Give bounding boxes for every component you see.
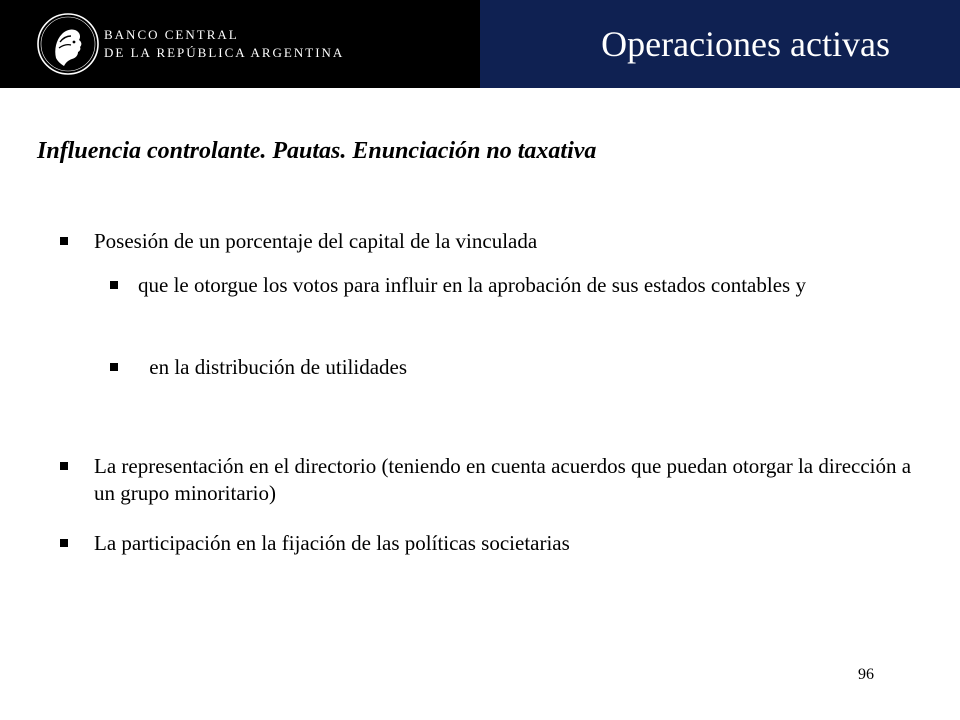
square-bullet-icon: [60, 539, 68, 547]
square-bullet-icon: [60, 237, 68, 245]
bullet-text: Posesión de un porcentaje del capital de la vinculada: [94, 229, 538, 253]
slide-header: [0, 0, 960, 88]
section-title: Operaciones activas: [601, 24, 890, 64]
org-name-line1: BANCO CENTRAL: [104, 27, 239, 42]
bullet-item: [60, 228, 920, 255]
sub-bullet-text: que le otorgue los votos para influir en la aprobación de sus estados contables y: [138, 273, 806, 297]
square-bullet-icon: [60, 462, 68, 470]
bullet-item: [60, 530, 920, 557]
page-number: 96: [858, 666, 874, 683]
slide-title: Influencia controlante. Pautas. Enunciación no taxativa: [37, 138, 597, 164]
square-bullet-icon: [110, 281, 118, 289]
organization-name: [104, 26, 344, 62]
square-bullet-icon: [110, 363, 118, 371]
header-left-band: [0, 0, 480, 88]
liberty-head-seal-icon: [36, 12, 100, 76]
sub-bullet-item: [110, 272, 910, 299]
bullet-text: La representación en el directorio (teniendo en cuenta acuerdos que puedan otorgar la dirección a un grupo minoritario): [94, 454, 912, 505]
bullet-item: [60, 453, 930, 507]
org-name-line2: DE LA REPÚBLICA ARGENTINA: [104, 45, 345, 60]
sub-bullet-item: [110, 354, 910, 381]
sub-bullet-text: en la distribución de utilidades: [144, 355, 408, 379]
bullet-text: La participación en la fijación de las políticas societarias: [94, 531, 570, 555]
